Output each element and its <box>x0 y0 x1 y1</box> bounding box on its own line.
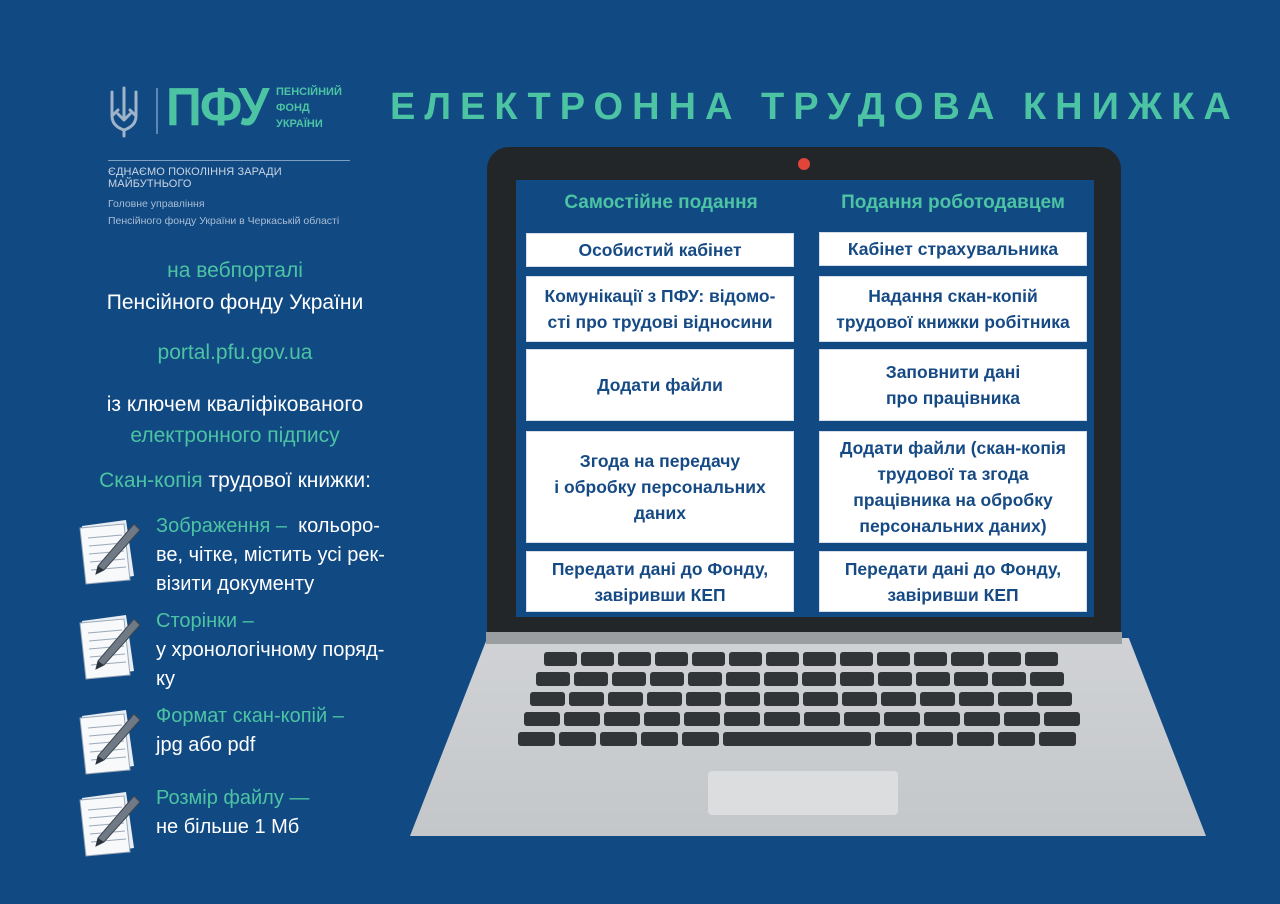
column-self-submission: Самостійне подання <box>564 192 758 213</box>
keyboard-key <box>803 692 838 706</box>
portal-url: portal.pfu.gov.ua <box>157 341 313 364</box>
keyboard-key <box>574 672 608 686</box>
keyboard-key <box>916 732 953 746</box>
self-step-communications: Комунікації з ПФУ: відомо- сті про трудові відносини <box>526 276 794 342</box>
keyboard-key <box>530 692 565 706</box>
keyboard-key <box>1044 712 1080 726</box>
keyboard-key <box>840 672 874 686</box>
key-line-2: електронного підпису <box>130 424 340 447</box>
keyboard-key <box>729 652 762 666</box>
keyboard-key <box>844 712 880 726</box>
requirement-format: Формат скан-копій – jpg або pdf <box>78 702 428 782</box>
self-step-submit: Передати дані до Фонду, завіривши КЕП <box>526 551 794 612</box>
requirement-head: Розмір файлу — <box>156 787 310 809</box>
requirement-head: Сторінки – <box>156 610 254 632</box>
keyboard-key <box>884 712 920 726</box>
logo-fund-name: ПЕНСІЙНИЙ ФОНД УКРАЇНИ <box>276 86 342 130</box>
keyboard-key <box>524 712 560 726</box>
keyboard-key <box>804 712 840 726</box>
keyboard-key <box>686 692 721 706</box>
self-step-personal-cabinet: Особистий кабінет <box>526 233 794 267</box>
keyboard-key <box>875 732 912 746</box>
keyboard-key <box>569 692 604 706</box>
keyboard-key <box>764 692 799 706</box>
scan-copy-heading: Скан-копія трудової книжки: <box>99 469 371 492</box>
keyboard-key <box>840 652 873 666</box>
keyboard-key <box>998 732 1035 746</box>
keyboard-key <box>1004 712 1040 726</box>
requirement-head: Формат скан-копій – <box>156 705 344 727</box>
document-with-pen-icon <box>78 708 140 776</box>
keyboard-key <box>688 672 722 686</box>
employer-step-scan-copies: Надання скан-копій трудової книжки робітника <box>819 276 1087 342</box>
keyboard-key <box>959 692 994 706</box>
keyboard-key <box>964 712 1000 726</box>
trident-emblem-icon <box>104 86 144 138</box>
document-with-pen-icon <box>78 790 140 858</box>
keyboard-key <box>684 712 720 726</box>
logo-divider <box>108 160 350 161</box>
touchpad <box>708 771 898 815</box>
keyboard-key <box>564 712 600 726</box>
keyboard-key <box>766 652 799 666</box>
keyboard-key <box>641 732 678 746</box>
keyboard-key <box>764 712 800 726</box>
page-title: ЕЛЕКТРОННА ТРУДОВА КНИЖКА <box>390 86 1240 128</box>
keyboard-key <box>725 692 760 706</box>
employer-step-submit: Передати дані до Фонду, завіривши КЕП <box>819 551 1087 612</box>
keyboard-key <box>764 672 798 686</box>
keyboard-key <box>581 652 614 666</box>
keyboard-key <box>608 692 643 706</box>
keyboard-key <box>644 712 680 726</box>
logo-motto: ЄДНАЄМО ПОКОЛІННЯ ЗАРАДИ МАЙБУТНЬОГО <box>108 166 282 190</box>
keyboard-key <box>518 732 555 746</box>
keyboard-key <box>988 652 1021 666</box>
keyboard-key <box>916 672 950 686</box>
keyboard-key <box>612 672 646 686</box>
keyboard-key <box>600 732 637 746</box>
document-with-pen-icon <box>78 518 140 586</box>
keyboard-key <box>724 712 760 726</box>
keyboard-key <box>1039 732 1076 746</box>
keyboard-key <box>1037 692 1072 706</box>
requirement-image: Зображення – кольоро- ве, чітке, містить усі рек- візити документу <box>78 512 428 592</box>
info-line-1: на вебпорталі <box>167 259 303 282</box>
keyboard-key <box>957 732 994 746</box>
keyboard-key <box>877 652 910 666</box>
logo-abbreviation: ПФУ <box>166 77 268 137</box>
pfu-logo <box>104 77 354 230</box>
keyboard-key <box>1025 652 1058 666</box>
keyboard-key <box>692 652 725 666</box>
keyboard-key <box>802 672 836 686</box>
keyboard-key <box>559 732 596 746</box>
keyboard-key <box>647 692 682 706</box>
requirement-size: Розмір файлу — не більше 1 Мб <box>78 784 428 864</box>
requirement-pages: Сторінки – у хронологічному поряд- ку <box>78 607 428 687</box>
laptop-hinge <box>486 632 1122 644</box>
self-step-add-files: Додати файли <box>526 349 794 421</box>
keyboard-key <box>998 692 1033 706</box>
keyboard-key <box>544 652 577 666</box>
keyboard-key <box>954 672 988 686</box>
keyboard-key <box>878 672 912 686</box>
webcam-icon <box>798 158 810 170</box>
keyboard <box>514 650 1102 762</box>
keyboard-key <box>920 692 955 706</box>
keyboard-key <box>723 732 871 746</box>
info-line-2: Пенсійного фонду України <box>106 291 364 314</box>
keyboard-key <box>992 672 1026 686</box>
keyboard-key <box>803 652 836 666</box>
keyboard-key <box>914 652 947 666</box>
employer-step-add-files: Додати файли (скан-копія трудової та згода працівника на обробку персональних даних) <box>819 431 1087 543</box>
department-name: Головне управління Пенсійного фонду України в Черкаській області <box>108 198 340 227</box>
keyboard-key <box>726 672 760 686</box>
keyboard-key <box>842 692 877 706</box>
keyboard-key <box>881 692 916 706</box>
keyboard-key <box>682 732 719 746</box>
keyboard-key <box>650 672 684 686</box>
document-with-pen-icon <box>78 613 140 681</box>
self-step-consent: Згода на передачу і обробку персональних даних <box>526 431 794 543</box>
key-line-1: із ключем кваліфікованого <box>106 393 364 416</box>
keyboard-key <box>604 712 640 726</box>
employer-step-fill-data: Заповнити дані про працівника <box>819 349 1087 421</box>
keyboard-key <box>1030 672 1064 686</box>
keyboard-key <box>618 652 651 666</box>
keyboard-key <box>951 652 984 666</box>
keyboard-key <box>536 672 570 686</box>
employer-step-insurer-cabinet: Кабінет страхувальника <box>819 232 1087 266</box>
column-employer-submission: Подання роботодавцем <box>841 192 1065 213</box>
logo-separator <box>156 88 158 134</box>
keyboard-key <box>655 652 688 666</box>
keyboard-key <box>924 712 960 726</box>
requirement-head: Зображення – <box>156 515 288 537</box>
